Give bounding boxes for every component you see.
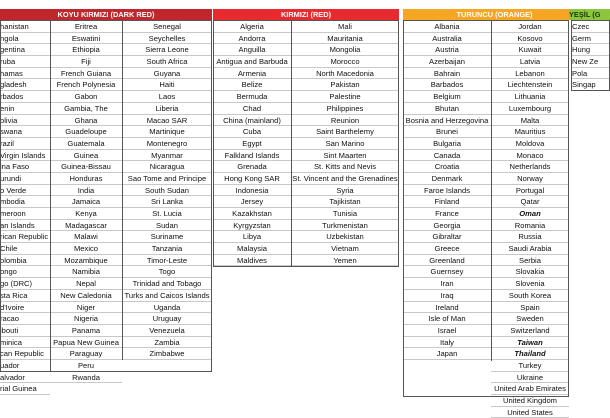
- country-cell: Cuba: [213, 126, 291, 138]
- country-cell: Latvia: [491, 56, 569, 68]
- country-cell: San Marino: [291, 138, 399, 150]
- country-cell: Turkmenistan: [291, 220, 399, 232]
- country-cell: Israel: [403, 325, 491, 337]
- country-cell: Tanzania: [122, 243, 212, 255]
- country-cell: Malawi: [50, 231, 122, 243]
- country-cell: racao: [0, 313, 50, 325]
- country-cell: ongo: [0, 266, 50, 278]
- country-cell: ina Faso: [0, 161, 50, 173]
- country-cell: Guinea-Bissau: [50, 161, 122, 173]
- country-cell: gladesh: [0, 79, 50, 91]
- country-cell: Slovenia: [491, 278, 569, 290]
- country-cell: Netherlands: [491, 161, 569, 173]
- country-cell: South Africa: [122, 56, 212, 68]
- country-cell: Thailand: [491, 348, 569, 360]
- country-cell: Reunion: [291, 115, 399, 127]
- country-cell: Nigeria: [50, 313, 122, 325]
- country-cell: gentina: [0, 44, 50, 56]
- red-column-1: [213, 21, 291, 266]
- country-cell: Kazakhstan: [213, 208, 291, 220]
- country-cell: Austria: [403, 44, 491, 56]
- country-cell: Indonesia: [213, 185, 291, 197]
- country-cell: Guinea: [50, 150, 122, 162]
- country-cell: Peru: [50, 360, 122, 372]
- country-cell: Portugal: [491, 185, 569, 197]
- header-orange: TURUNCU (ORANGE): [403, 9, 586, 20]
- country-cell: Tunisia: [291, 208, 399, 220]
- country-cell: rican Republic: [0, 232, 49, 242]
- dark-red-column-2: [50, 21, 122, 383]
- country-cell: Taiwan: [491, 337, 569, 349]
- country-cell: Barbados: [403, 79, 491, 91]
- country-cell: Sweden: [491, 313, 569, 325]
- country-cell: United Arab Emirates: [491, 383, 569, 395]
- country-cell: Ethiopia: [50, 44, 122, 56]
- country-cell: Uganda: [122, 302, 212, 314]
- country-cell: Bahrain: [403, 68, 491, 80]
- country-cell: Gibraltar: [403, 231, 491, 243]
- country-cell: Russia: [491, 231, 569, 243]
- country-cell: Maldives: [213, 255, 291, 267]
- dark-red-column-1: [0, 21, 50, 395]
- country-cell: Croatia: [403, 161, 491, 173]
- red-column-2: [291, 21, 399, 266]
- country-cell: Faroe Islands: [403, 185, 491, 197]
- country-cell: Finland: [403, 196, 491, 208]
- country-cell: Denmark: [403, 173, 491, 185]
- dark-red-separator-1: [50, 20, 51, 372]
- country-cell: Switzerland: [491, 325, 569, 337]
- country-cell: Kuwait: [491, 44, 569, 56]
- country-cell: Virgin Islands: [0, 150, 50, 162]
- country-cell: enin: [0, 103, 50, 115]
- country-cell: olombia: [0, 255, 50, 267]
- country-cell: meroon: [0, 208, 50, 220]
- country-cell: Albania: [403, 21, 491, 33]
- country-cell: Serbia: [491, 255, 569, 267]
- country-cell: Mexico: [50, 243, 122, 255]
- country-cell: Belgium: [403, 91, 491, 103]
- country-cell: Haiti: [122, 79, 212, 91]
- country-cell: ngola: [0, 33, 50, 45]
- country-cell: Zambia: [122, 337, 212, 349]
- country-cell: Macao SAR: [122, 115, 212, 127]
- country-cell: Sao Tome and Principe: [122, 173, 212, 185]
- country-cell: Honduras: [50, 173, 122, 185]
- country-cell: Uzbekistan: [291, 231, 399, 243]
- country-cell: Bosnia and Herzegovina: [403, 115, 491, 127]
- country-cell: India: [50, 185, 122, 197]
- country-cell: Oman: [491, 208, 569, 220]
- country-cell: Lithuania: [491, 91, 569, 103]
- country-cell: Jordan: [491, 21, 569, 33]
- country-cell: an Islands: [0, 220, 50, 232]
- country-cell: Gambia, The: [50, 103, 122, 115]
- country-cell: Madagascar: [50, 220, 122, 232]
- country-cell: Rwanda: [50, 372, 122, 384]
- country-cell: Luxembourg: [491, 103, 569, 115]
- country-cell: Saint Barthelemy: [291, 126, 399, 138]
- orange-column-2: [491, 21, 569, 418]
- country-cell: Panama: [50, 325, 122, 337]
- header-dark-red: KOYU KIRMIZI (DARK RED): [0, 9, 212, 20]
- country-cell: ibouti: [0, 325, 50, 337]
- country-cell: Chile: [0, 243, 50, 255]
- country-cell: French Polynesia: [50, 79, 122, 91]
- country-cell: Liechtenstein: [491, 79, 569, 91]
- country-cell: Qatar: [491, 196, 569, 208]
- country-cell: Martinique: [122, 126, 212, 138]
- country-cell: Mali: [291, 21, 399, 33]
- country-cell: Morocco: [291, 56, 399, 68]
- country-cell: Kyrgyzstan: [213, 220, 291, 232]
- country-cell: Turkey: [491, 360, 569, 372]
- country-cell: United States: [491, 407, 569, 418]
- country-cell: Nicaragua: [122, 161, 212, 173]
- country-cell: swana: [0, 126, 50, 138]
- country-cell: Isle of Man: [403, 313, 491, 325]
- country-cell: Slovakia: [491, 266, 569, 278]
- country-cell: Canada: [403, 150, 491, 162]
- country-cell: Niger: [50, 302, 122, 314]
- country-cell: Armenia: [213, 68, 291, 80]
- country-cell: Georgia: [403, 220, 491, 232]
- country-cell: Namibia: [50, 266, 122, 278]
- country-cell: Philippines: [291, 103, 399, 115]
- country-cell: Bulgaria: [403, 138, 491, 150]
- country-cell: Mauritius: [491, 126, 569, 138]
- country-cell: Jamaica: [50, 196, 122, 208]
- country-cell: Kosovo: [491, 33, 569, 45]
- country-cell: Trinidad and Tobago: [122, 278, 212, 290]
- country-cell: France: [403, 208, 491, 220]
- country-cell: Azerbaijan: [403, 56, 491, 68]
- country-cell: Sierra Leone: [122, 44, 212, 56]
- country-cell: alvador: [0, 372, 50, 384]
- country-cell: Mongolia: [291, 44, 399, 56]
- country-cell: mbodia: [0, 196, 50, 208]
- country-cell: Liberia: [122, 103, 212, 115]
- country-cell: sta Rica: [0, 290, 50, 302]
- country-cell: Mozambique: [50, 255, 122, 267]
- country-cell: Ghana: [50, 115, 122, 127]
- dark-red-separator-2: [122, 20, 123, 360]
- country-cell: Grenada: [213, 161, 291, 173]
- country-cell: Monaco: [491, 150, 569, 162]
- country-cell: Mauritania: [291, 33, 399, 45]
- country-cell: o Verde: [0, 185, 50, 197]
- country-cell: ruba: [0, 56, 50, 68]
- country-cell: Japan: [403, 348, 491, 360]
- country-cell: Suriname: [122, 231, 212, 243]
- country-cell: Montenegro: [122, 138, 212, 150]
- country-cell: South Korea: [491, 290, 569, 302]
- country-cell: can Republic: [0, 348, 50, 360]
- country-cell: go (DRC): [0, 278, 50, 290]
- country-cell: Senegal: [122, 21, 212, 33]
- country-cell: Palestine: [291, 91, 399, 103]
- country-cell: hanistan: [0, 21, 50, 33]
- country-cell: Greenland: [403, 255, 491, 267]
- country-cell: Algeria: [213, 21, 291, 33]
- country-cell: Fiji: [50, 56, 122, 68]
- country-cell: razil: [0, 138, 50, 150]
- country-cell: Laos: [122, 91, 212, 103]
- country-cell: Anguilla: [213, 44, 291, 56]
- country-cell: Greece: [403, 243, 491, 255]
- country-cell: Iran: [403, 278, 491, 290]
- header-green: YEŞİL (G: [569, 9, 610, 20]
- country-cell: Malta: [491, 115, 569, 127]
- orange-separator: [491, 20, 492, 361]
- country-cell: Sri Lanka: [122, 196, 212, 208]
- country-cell: Ireland: [403, 302, 491, 314]
- country-cell: China (mainland): [213, 115, 291, 127]
- country-cell: Vietnam: [291, 243, 399, 255]
- country-cell: Libya: [213, 231, 291, 243]
- country-cell: Eritrea: [50, 21, 122, 33]
- country-cell: Hong Kong SAR: [213, 173, 291, 185]
- country-cell: French Guiana: [50, 68, 122, 80]
- country-cell: Moldova: [491, 138, 569, 150]
- country-cell: Seychelles: [122, 33, 212, 45]
- red-separator: [291, 20, 292, 267]
- country-cell: Hung: [572, 44, 610, 56]
- country-cell: Andorra: [213, 33, 291, 45]
- country-cell: rial Guinea: [0, 383, 50, 395]
- dark-red-column-3: [122, 21, 212, 360]
- country-cell: New Ze: [572, 56, 610, 68]
- country-cell: North Macedonia: [291, 68, 399, 80]
- country-cell: urundi: [0, 173, 50, 185]
- country-cell: Sint Maarten: [291, 150, 399, 162]
- country-cell: South Sudan: [122, 185, 212, 197]
- country-cell: Guyana: [122, 68, 212, 80]
- country-cell: d'Ivoire: [0, 302, 50, 314]
- country-cell: olivia: [0, 115, 50, 127]
- country-cell: Paraguay: [50, 348, 122, 360]
- country-cell: Italy: [403, 337, 491, 349]
- country-cell: Czec: [572, 21, 610, 33]
- green-column-1: [572, 21, 610, 91]
- country-cell: Yemen: [291, 255, 399, 267]
- country-cell: Tajikistan: [291, 196, 399, 208]
- country-cell: Falkland Islands: [213, 150, 291, 162]
- country-cell: hamas: [0, 68, 50, 80]
- country-cell: Guadeloupe: [50, 126, 122, 138]
- country-cell: Sudan: [122, 220, 212, 232]
- country-cell: St. Lucia: [122, 208, 212, 220]
- country-cell: Spain: [491, 302, 569, 314]
- country-cell: Myanmar: [122, 150, 212, 162]
- country-cell: Germ: [572, 33, 610, 45]
- country-cell: Syria: [291, 185, 399, 197]
- country-cell: Gabon: [50, 91, 122, 103]
- country-cell: Singap: [572, 79, 610, 91]
- country-cell: Jersey: [213, 196, 291, 208]
- country-cell: Guernsey: [403, 266, 491, 278]
- country-cell: Zimbabwe: [122, 348, 212, 360]
- country-cell: Guatemala: [50, 138, 122, 150]
- country-cell: Pola: [572, 68, 610, 80]
- country-cell: Iraq: [403, 290, 491, 302]
- country-cell: St. Vincent and the Grenadines: [292, 173, 398, 183]
- country-cell: Papua New Guinea: [50, 337, 122, 349]
- country-cell: uador: [0, 360, 50, 372]
- country-cell: Ukraine: [491, 372, 569, 384]
- country-cell: Antigua and Barbuda: [213, 56, 291, 68]
- country-cell: Chad: [213, 103, 291, 115]
- country-cell: Uruguay: [122, 313, 212, 325]
- country-cell: New Caledonia: [50, 290, 122, 302]
- country-cell: Nepal: [50, 278, 122, 290]
- country-cell: Norway: [491, 173, 569, 185]
- country-cell: Eswatini: [50, 33, 122, 45]
- country-cell: Lebanon: [491, 68, 569, 80]
- header-red: KIRMIZI (RED): [213, 9, 399, 20]
- country-cell: Venezuela: [122, 325, 212, 337]
- country-cell: Saudi Arabia: [491, 243, 569, 255]
- orange-column-1: [403, 21, 491, 360]
- country-cell: St. Kitts and Nevis: [291, 161, 399, 173]
- country-cell: minica: [0, 337, 50, 349]
- country-cell: Bhutan: [403, 103, 491, 115]
- country-cell: Turks and Caicos Islands: [122, 290, 212, 302]
- country-cell: Australia: [403, 33, 491, 45]
- country-cell: Timor-Leste: [122, 255, 212, 267]
- country-cell: United Kingdom: [491, 395, 569, 407]
- country-cell: Bermuda: [213, 91, 291, 103]
- country-cell: Kenya: [50, 208, 122, 220]
- country-cell: Belize: [213, 79, 291, 91]
- country-cell: Brunei: [403, 126, 491, 138]
- country-cell: Romania: [491, 220, 569, 232]
- country-cell: Malaysia: [213, 243, 291, 255]
- country-cell: Pakistan: [291, 79, 399, 91]
- country-cell: Egypt: [213, 138, 291, 150]
- country-cell: Togo: [122, 266, 212, 278]
- country-cell: rbados: [0, 91, 50, 103]
